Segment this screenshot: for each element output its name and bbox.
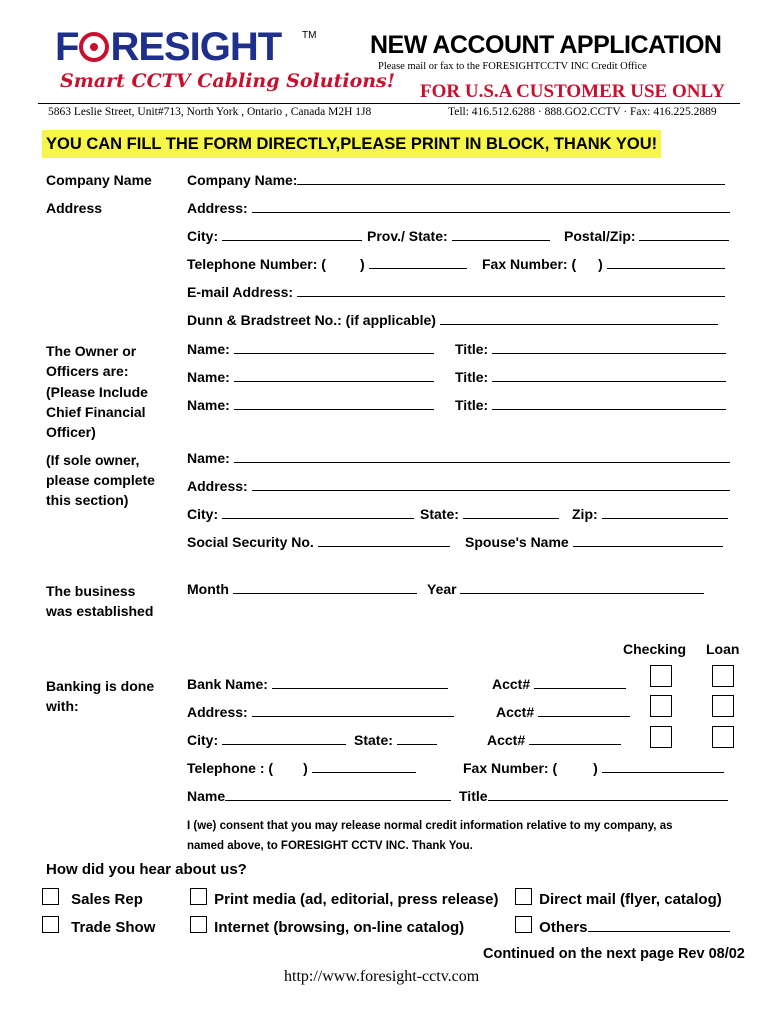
continued-notice: Continued on the next page Rev 08/02 (483, 946, 745, 962)
acct-field[interactable]: Acct# (492, 676, 626, 692)
checking-checkbox[interactable] (650, 695, 672, 717)
loan-checkbox[interactable] (712, 695, 734, 717)
logo-target-icon (79, 32, 109, 62)
option-print-media[interactable]: Print media (ad, editorial, press release) (190, 888, 498, 908)
instruction-banner (42, 130, 661, 158)
usa-only-notice: FOR U.S.A CUSTOMER USE ONLY (420, 81, 726, 102)
established-year-field[interactable]: Year (427, 581, 704, 597)
email-field[interactable]: E-mail Address: (187, 284, 725, 300)
checkbox[interactable] (190, 888, 207, 905)
bank-contact-name-field[interactable]: Name (187, 788, 451, 804)
checking-column-header: Checking (623, 641, 687, 657)
option-trade-show[interactable]: Trade Show (42, 916, 155, 936)
address-field[interactable]: Address: (187, 200, 730, 216)
bank-city-field[interactable]: City: (187, 732, 346, 748)
company-address: 5863 Leslie Street, Unit#713, North York , Ontario , Canada M2H 1J8 (48, 106, 372, 118)
loan-column-header: Loan (706, 641, 740, 657)
loan-checkbox[interactable] (712, 726, 734, 748)
page-subtitle: Please mail or fax to the FORESIGHTCCTV INC Credit Office (378, 61, 647, 72)
bank-telephone-field[interactable]: Telephone : ( ) (187, 760, 416, 776)
option-direct-mail[interactable]: Direct mail (flyer, catalog) (515, 888, 722, 908)
hear-question: How did you hear about us? (46, 861, 247, 878)
prov-state-field[interactable]: Prov./ State: (367, 228, 550, 244)
checkbox[interactable] (515, 916, 532, 933)
section-owners: The Owner or Officers are: (Please Include Chief Financial Officer) (46, 343, 148, 441)
sole-owner-city-field[interactable]: City: (187, 506, 414, 522)
bank-name-field[interactable]: Bank Name: (187, 676, 448, 692)
checking-checkbox[interactable] (650, 726, 672, 748)
page-title: NEW ACCOUNT APPLICATION (370, 31, 722, 59)
section-address: Address (46, 200, 103, 216)
owner-name-field[interactable]: Name: (187, 341, 434, 357)
logo-text-f: F (55, 25, 79, 69)
sole-owner-address-field[interactable]: Address: (187, 478, 730, 494)
checkbox[interactable] (190, 916, 207, 933)
sole-owner-zip-field[interactable]: Zip: (572, 506, 728, 522)
consent-text: I (we) consent that you may release normal credit information relative to my company, as named above, to FORESIGHT CCTV INC. Thank You. (187, 820, 673, 852)
bank-address-field[interactable]: Address: (187, 704, 454, 720)
owner-title-field[interactable]: Title: (455, 341, 726, 357)
fax-field[interactable]: Fax Number: ( ) (482, 256, 725, 272)
section-company: Company Name (46, 172, 152, 188)
acct-field[interactable]: Acct# (496, 704, 630, 720)
website-link[interactable]: http://www.foresight-cctv.com (284, 968, 480, 985)
loan-checkbox[interactable] (712, 665, 734, 687)
section-banking: Banking is done with: (46, 678, 155, 714)
option-sales-rep[interactable]: Sales Rep (42, 888, 143, 908)
telephone-field[interactable]: Telephone Number: ( ) (187, 256, 467, 272)
postal-zip-field[interactable]: Postal/Zip: (564, 228, 729, 244)
logo-tagline: Smart CCTV Cabling Solutions! (60, 70, 396, 92)
acct-field[interactable]: Acct# (487, 732, 621, 748)
owner-title-field[interactable]: Title: (455, 397, 726, 413)
header-divider (38, 103, 740, 104)
sole-owner-name-field[interactable]: Name: (187, 450, 730, 466)
bank-state-field[interactable]: State: (354, 732, 437, 748)
checking-checkbox[interactable] (650, 665, 672, 687)
spouse-name-field[interactable]: Spouse's Name (465, 534, 723, 550)
sole-owner-state-field[interactable]: State: (420, 506, 559, 522)
trademark: TM (302, 30, 317, 41)
social-security-field[interactable]: Social Security No. (187, 534, 450, 550)
logo-text-rest: RESIGHT (110, 25, 282, 69)
company-name-field[interactable]: Company Name: (187, 172, 725, 188)
owner-title-field[interactable]: Title: (455, 369, 726, 385)
city-field[interactable]: City: (187, 228, 362, 244)
owner-name-field[interactable]: Name: (187, 397, 434, 413)
owner-name-field[interactable]: Name: (187, 369, 434, 385)
checkbox[interactable] (515, 888, 532, 905)
section-established: The business was established (46, 583, 154, 619)
option-internet[interactable]: Internet (browsing, on-line catalog) (190, 916, 464, 936)
checkbox[interactable] (42, 888, 59, 905)
option-others[interactable]: Others (515, 916, 730, 936)
established-month-field[interactable]: Month (187, 581, 417, 597)
checkbox[interactable] (42, 916, 59, 933)
bank-contact-title-field[interactable]: Title (459, 788, 728, 804)
company-contact: Tell: 416.512.6288 · 888.GO2.CCTV · Fax: 416.225.2889 (448, 106, 717, 118)
instruction-banner-text: YOU CAN FILL THE FORM DIRECTLY,PLEASE PRINT IN BLOCK, THANK YOU! (46, 135, 658, 153)
dunn-bradstreet-field[interactable]: Dunn & Bradstreet No.: (if applicable) (187, 312, 718, 328)
section-sole-owner: (If sole owner, please complete this section) (46, 452, 155, 508)
logo (55, 27, 281, 67)
bank-fax-field[interactable]: Fax Number: ( ) (463, 760, 724, 776)
